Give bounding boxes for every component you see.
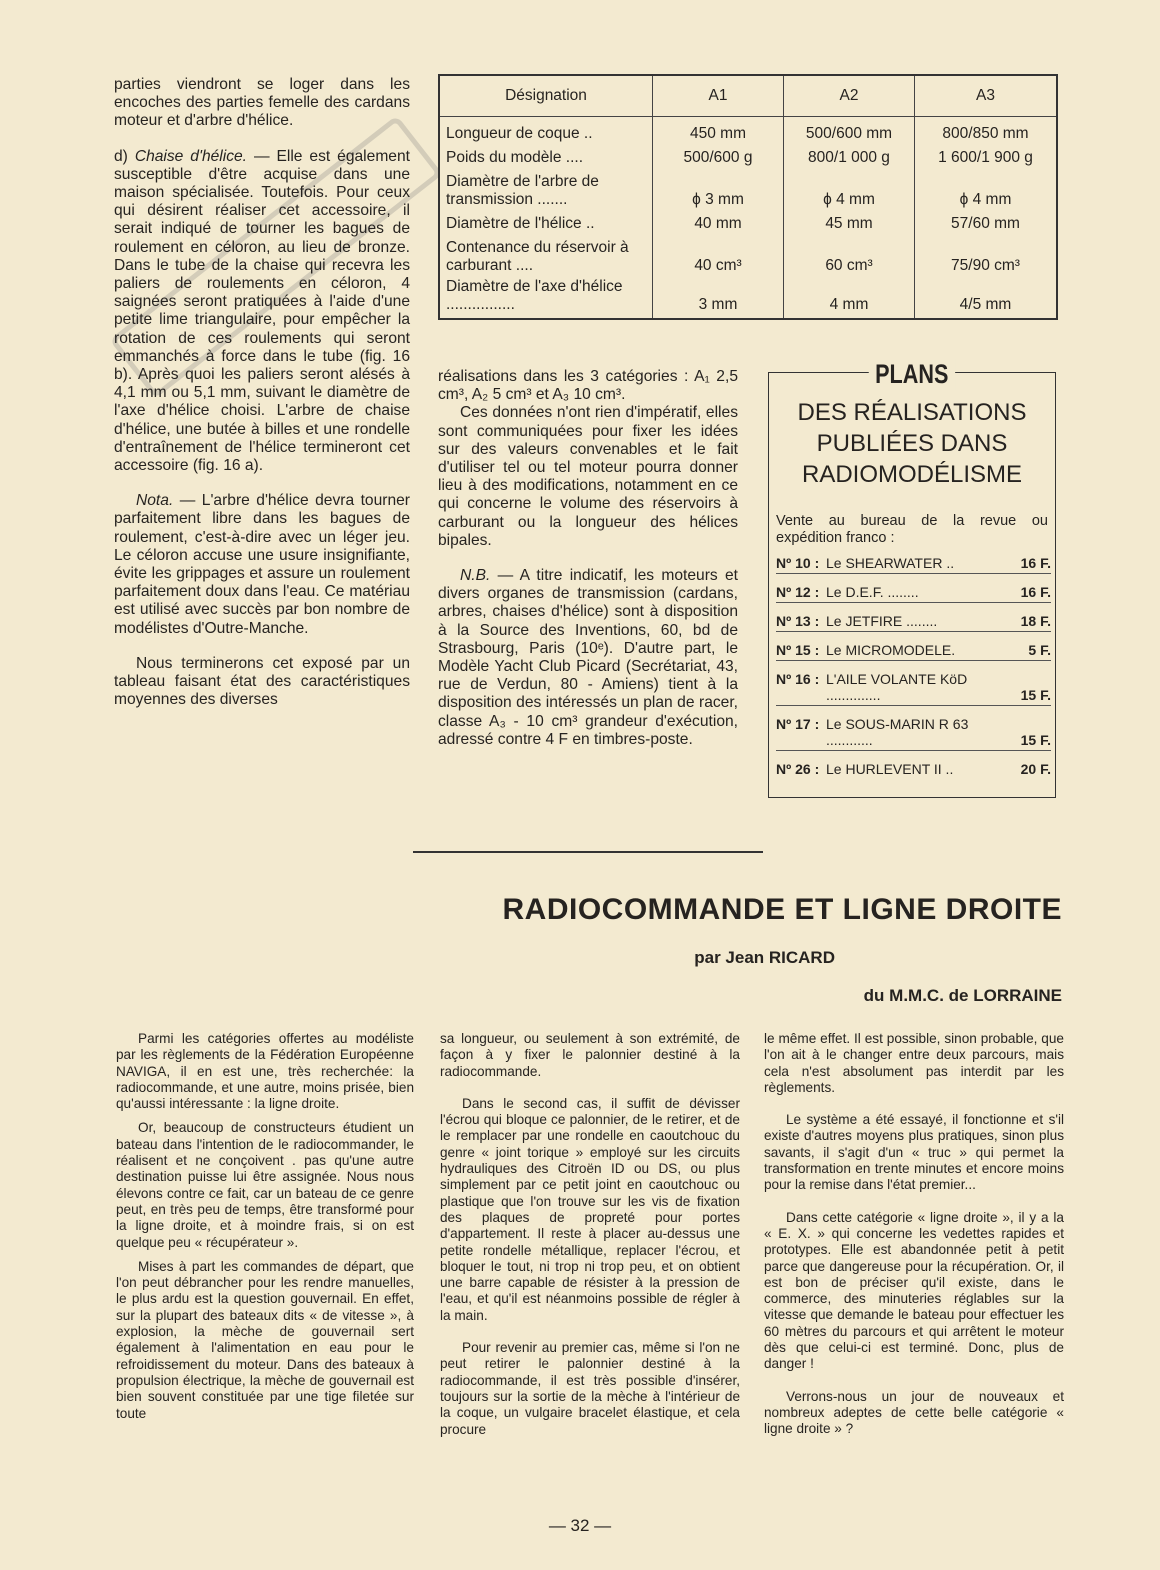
table-row: Longueur de coque .. 450 mm 500/600 mm 800/850 mm <box>439 117 1057 143</box>
table-row: Diamètre de l'axe d'hélice ................ 3 mm 4 mm 4/5 mm <box>439 275 1057 319</box>
left-paragraph-4: Nous terminerons cet exposé par un tableau faisant état des caractéristiques moyennes des diverses <box>114 654 410 709</box>
list-item: Nº 13 : Le JETFIRE ........ 18 F. <box>776 613 1051 632</box>
plans-heading: PLANS <box>869 359 955 390</box>
specifications-table <box>438 74 1058 320</box>
article-paragraph: Verrons-nous un jour de nouveaux et nombreux adeptes de cette belle catégorie « ligne droite » ? <box>764 1388 1064 1437</box>
list-item: Nº 10 : Le SHEARWATER .. 16 F. <box>776 555 1051 574</box>
list-item: Nº 16 : L'AILE VOLANTE KöD .............. 15 F. <box>776 671 1051 706</box>
article-paragraph: Mises à part les commandes de départ, que l'on peut débrancher pour les rendre manuelles, le plus ardu est la question gouvernail. En effet, sur la plupart des bateaux dits « de vitesse », à explosion, la mèche de gouvernail sert également à l'alimentation en eau pour le refroidissement du moteur. Dans des bateaux à propulsion électrique, la mèche de gouvernail est bien souvent constituée par une tige filetée sur toute <box>116 1258 414 1421</box>
mid-paragraph-3: N.B. — A titre indicatif, les moteurs et divers organes de transmission (cardans, arbres, chaises d'hélice) sont à disposition à la Source des Inventions, 60, bd de Strasbourg, Paris (10ᵉ). D'autre part, le Modèle Yacht Club Picard (Secrétariat, 43, rue de Verdun, 80 - Amiens) tient à la disposition des intéressés un plan de racer, classe A₃ - 10 cm³ grandeur d'exécution, adressé contre 4 F en timbres-poste. <box>438 567 738 748</box>
list-item: Nº 12 : Le D.E.F. ........ 16 F. <box>776 584 1051 603</box>
article-column-3 <box>764 1031 1064 1455</box>
mid-paragraph-1: réalisations dans les 3 catégories : A₁ 2,5 cm³, A₂ 5 cm³ et A₃ 10 cm³. <box>438 368 738 404</box>
plans-box <box>768 359 1056 798</box>
article-paragraph: Or, beaucoup de constructeurs étudient un bateau dans l'intention de le radiocommander, le réalisent et ne conçoivent . pas qu'une autre destination puisse lui être assignée. Nous nous élevons contre ce fait, car un bateau de ce genre peut, en très peu de temps, être transformé pour la ligne droite, et à moindre frais, si on est quelque peu « récupérateur ». <box>116 1120 414 1250</box>
article-paragraph: Parmi les catégories offertes au modéliste par les règlements de la Fédération Européenne NAVIGA, il en est une, très recherchée: la radiocommande, et une autre, moins prisée, bien qu'aussi intéressante : la ligne droite. <box>116 1031 414 1112</box>
article-title: RADIOCOMMANDE ET LIGNE DROITE <box>502 893 1062 926</box>
article-byline: par Jean RICARD <box>694 948 835 967</box>
article-paragraph: Dans cette catégorie « ligne droite », il y a la « E. X. » qui concerne les vedettes rapides et prototypes. Elle est abandonnée petit à petit parce que dangereuse pour la récupération. Or, il est bon de préciser qu'il existe, dans le commerce, des minuteries réglables sur la vitesse que demande le bateau pour effectuer les 60 mètres du parcours et qui arrêtent le moteur dès que celui-ci est terminé. Donc, plus de danger ! <box>764 1209 1064 1372</box>
nb-heading: N.B. <box>460 567 491 585</box>
table-row: Diamètre de l'hélice .. 40 mm 45 mm 57/60 mm <box>439 209 1057 233</box>
page-number: — 32 — <box>548 1516 612 1535</box>
left-paragraph-2: d) Chaise d'hélice. — Elle est également susceptible d'être acquise dans une maison spécialisée. Toutefois. Pour ceux qui désirent réaliser cet accessoire, il serait indiqué de tourner les bagues de roulement en céloron, au lieu de bronze. Dans le tube de la chaise qui recevra les paliers de roulements en céloron, 4 saignées seront pratiquées à l'aide d'une petite lime triangulaire, pour empêcher la rotation de ces roulements qui seront emmanchés à force dans le tube (fig. 16 b). Après quoi les paliers seront alésés à 4,1 mm ou 5,1 mm, suivant le diamètre de l'axe d'hélice choisi. L'arbre de chaise d'hélice, une butée à billes et une rondelle d'entraînement de l'hélice termineront cet accessoire (fig. 16 a). <box>114 147 410 475</box>
table-header-cell: A2 <box>784 75 915 117</box>
list-item: Nº 15 : Le MICROMODELE. 5 F. <box>776 642 1051 661</box>
nota-heading: Nota. <box>136 492 174 510</box>
list-item: Nº 17 : Le SOUS-MARIN R 63 ............ 15 F. <box>776 716 1051 751</box>
article-column-2 <box>440 1031 740 1455</box>
article-paragraph: Pour revenir au premier cas, même si l'on ne peut retirer le palonnier destiné à la radiocommande, il est très possible d'insérer, toujours sur la sortie de la mèche à l'intérieur de la coque, un vulgaire bracelet élastique, et cela procure <box>440 1340 740 1437</box>
plans-intro: Vente au bureau de la revue ou expédition franco : <box>776 513 1048 546</box>
table-header-row <box>439 75 1057 117</box>
table-row: Poids du modèle .... 500/600 g 800/1 000 g 1 600/1 900 g <box>439 143 1057 167</box>
middle-column <box>438 368 738 766</box>
article-club: du M.M.C. de LORRAINE <box>863 986 1062 1005</box>
article-column-1 <box>116 1031 414 1439</box>
chaise-heading: Chaise d'hélice. <box>134 147 248 165</box>
left-paragraph-1: parties viendront se loger dans les encoches des parties femelle des cardans moteur et d'arbre d'hélice. <box>114 76 410 130</box>
article-paragraph: sa longueur, ou seulement à son extrémité, de façon à y fixer le palonnier destiné à la radiocommande. <box>440 1031 740 1079</box>
mid-paragraph-2: Ces données n'ont rien d'impératif, elles sont communiquées pour fixer les idées sur des valeurs convenables et le fait d'utiliser tel ou tel moteur pourra donner lieu à des modifications, notamment en ce qui concerne le volume des réservoirs à carburant ou la longueur des hélices bipales. <box>438 404 738 549</box>
left-column <box>114 76 410 727</box>
table-row: Contenance du réservoir à carburant .... 40 cm³ 60 cm³ 75/90 cm³ <box>439 233 1057 275</box>
divider <box>413 851 763 853</box>
plans-title: DES RÉALISATIONS PUBLIÉES DANS RADIOMODÉLISME <box>797 399 1027 488</box>
table-header-cell: A1 <box>653 75 784 117</box>
list-item: Nº 26 : Le HURLEVENT II .. 20 F. <box>776 761 1051 777</box>
plans-list <box>776 555 1051 789</box>
article-paragraph: le même effet. Il est possible, sinon probable, que l'on ait à le changer entre deux parcours, mais cela n'est absolument pas interdit par les règlements. <box>764 1031 1064 1095</box>
article-paragraph: Le système a été essayé, il fonctionne et s'il existe d'autres moyens plus pratiques, sinon plus savants, il s'agit d'un « truc » qui permet la transformation en trente minutes et encore moins pour la remise dans l'état premier... <box>764 1112 1064 1193</box>
left-paragraph-3: Nota. — L'arbre d'hélice devra tourner parfaitement libre dans les bagues de roulement, c'est-à-dire avec un léger jeu. Le céloron accuse une usure insignifiante, évite les grippages et assure un roulement parfaitement doux dans l'eau. Ce matériau est utilisé avec succès par bon nombre de modélistes d'Outre-Manche. <box>114 492 410 637</box>
table-row: Diamètre de l'arbre de transmission ....... ϕ 3 mm ϕ 4 mm ϕ 4 mm <box>439 167 1057 209</box>
table-header-cell: Désignation <box>439 75 653 117</box>
table-header-cell: A3 <box>915 75 1058 117</box>
article-paragraph: Dans le second cas, il suffit de dévisser l'écrou qui bloque ce palonnier, de le retirer, et de le remplacer par une rondelle en caoutchouc du genre « joint torique » employé sur les circuits hydrauliques des Citroën ID ou DS, ou plus simplement par ce petit joint en caoutchouc ou plastique que l'on trouve sur les vis de fixation des plaques de propreté pour portes d'appartement. Il reste à placer au-dessus une petite rondelle métallique, replacer l'écrou, et bloquer le tout, ni trop ni trop peu, et on obtient une barre capable de résister à la pression de l'eau, et qu'il est néanmoins possible de régler à la main. <box>440 1095 740 1323</box>
